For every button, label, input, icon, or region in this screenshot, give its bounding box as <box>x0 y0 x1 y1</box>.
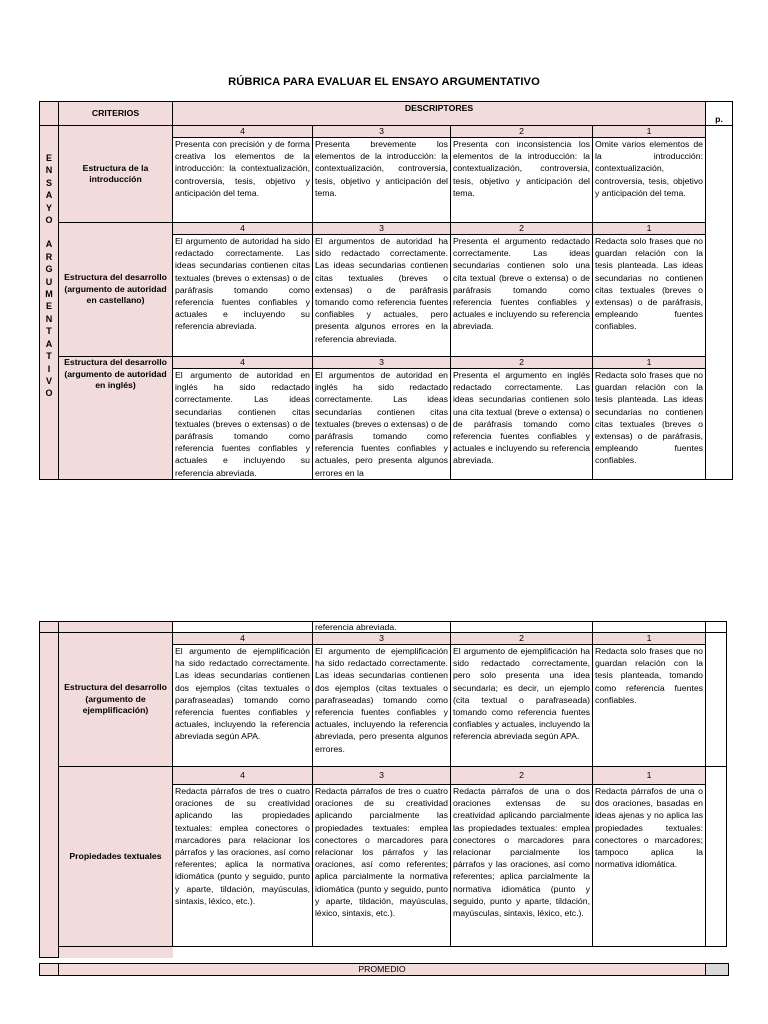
promedio-score[interactable] <box>706 964 729 976</box>
criterion-autoridad-ingles: Estructura del desarrollo (argumento de autoridad en inglés) <box>59 357 173 480</box>
descriptor-ingles-1: Redacta solo frases que no guardan relación con la tesis planteada. Las ideas secundarias no contienen citas textuales (breves o extensas) o de paráfrasis, empleando fuentes confiables. <box>593 369 706 480</box>
level-3-label: 3 <box>313 767 451 785</box>
descriptor-ejemplificacion-4: El argumento de ejemplificación ha sido redactado correctamente. Las ideas secundarias contienen dos ejemplos (citas textuales o parafraseadas) tomando como referencia fuentes confiables y actuales, incluyendo la referencia abreviada según APA. <box>173 645 313 767</box>
criterion-ejemplificacion: Estructura del desarrollo (argumento de ejemplificación) <box>59 633 173 767</box>
descriptor-intro-4: Presenta con precisión y de forma creativa los elementos de la introducción: la contextualización, controversia, tesis, objetivo y anticipación del tema. <box>173 138 313 223</box>
level-4-label: 4 <box>173 223 313 235</box>
continuation-criterion <box>59 622 173 633</box>
level-1-label: 1 <box>593 357 706 369</box>
continuation-empty <box>593 622 706 633</box>
descriptor-intro-2: Presenta con inconsistencia los elementos de la introducción: la contextualización, controversia, tesis, objetivo y anticipación del tema. <box>451 138 593 223</box>
descriptor-intro-1: Omite varios elementos de la introducción: contextualización, controversia, tesis, objetivo y anticipación del tema. <box>593 138 706 223</box>
promedio-side <box>40 964 59 976</box>
descriptor-ejemplificacion-1: Redacta solo frases que no guardan relación con la tesis planteada, tomando como referencia fuentes confiables. <box>593 645 706 767</box>
descriptor-propiedades-2: Redacta párrafos de una o dos oraciones extensas de su creatividad aplicando parcialmente las propiedades textuales: emplea conectores o marcadores para relacionar parcialmente los párrafos y las oraciones, así como referentes; aplica parcialmente la normativa idiomática (punto y seguido, punto y aparte, tildación, mayúsculas, sintaxis, léxico, etc.). <box>451 785 593 947</box>
continuation-side <box>40 622 59 633</box>
criterion-introduccion: Estructura de la introducción <box>59 126 173 223</box>
descriptor-ejemplificacion-3: El argumento de ejemplificación ha sido redactado correctamente. Las ideas secundarias contienen dos ejemplos (citas textuales o parafraseadas) tomando como referencia fuentes confiables y actuales, incluyendo la referencia abreviada, pero presenta algunos errores. <box>313 645 451 767</box>
header-puntaje: p. <box>706 102 733 126</box>
header-descriptores: DESCRIPTORES <box>173 102 706 126</box>
rubric-title: RÚBRICA PARA EVALUAR EL ENSAYO ARGUMENTATIVO <box>228 76 540 88</box>
score-cell[interactable] <box>706 633 727 767</box>
descriptor-ingles-3: El argumentos de autoridad en inglés ha sido redactado correctamente. Las ideas secundarias contienen citas textuales (breves o extensas) o de paráfrasis tomando como referencia fuentes confiables y actuales, pero presenta algunos errores en la <box>313 369 451 480</box>
side-label-continued <box>40 633 59 958</box>
descriptor-castellano-4: El argumento de autoridad ha sido redactado correctamente. Las ideas secundarias contienen citas textuales (breves o extensas) o de paráfrasis tomando como referencia fuentes confiables y actuales e incluyendo su referencia abreviada. <box>173 235 313 357</box>
descriptor-ingles-2: Presenta el argumento en inglés redactado correctamente. Las ideas secundarias contienen solo una cita textual (breve o extensa) o de paráfrasis tomando como referencia fuentes confiables y actuales e incluyendo su referencia abreviada. <box>451 369 593 480</box>
rubric-table-page-2 <box>39 621 749 958</box>
level-3-label: 3 <box>313 357 451 369</box>
rubric-table-page-1 <box>39 101 733 480</box>
level-1-label: 1 <box>593 767 706 785</box>
level-2-label: 2 <box>451 223 593 235</box>
criterion-propiedades-textuales: Propiedades textuales <box>59 767 173 947</box>
descriptor-propiedades-3: Redacta párrafos de tres o cuatro oraciones de su creatividad aplicando parcialmente las propiedades textuales: emplea conectores o marcadores para relacionar los párrafos y las oraciones, así como referentes; aplica parcialmente la normativa idiomática (punto y seguido, punto y aparte, tildación, mayúsculas, léxico, sintaxis, etc.). <box>313 785 451 947</box>
continuation-text: referencia abreviada. <box>313 622 451 633</box>
level-2-label: 2 <box>451 633 593 645</box>
header-corner <box>40 102 59 126</box>
descriptor-castellano-3: El argumentos de autoridad ha sido redactado correctamente. Las ideas secundarias contienen citas textuales (breves o extensas) o de paráfrasis tomando como referencia fuentes confiables y actuales, pero presenta algunos errores en la referencia abreviada. <box>313 235 451 357</box>
score-cell[interactable] <box>706 126 733 480</box>
level-1-label: 1 <box>593 223 706 235</box>
level-4-label: 4 <box>173 126 313 138</box>
descriptor-intro-3: Presenta brevemente los elementos de la introducción: la contextualización, controversia, tesis, objetivo y anticipación del tema. <box>313 138 451 223</box>
level-1-label: 1 <box>593 633 706 645</box>
level-1-label: 1 <box>593 126 706 138</box>
criterion-autoridad-castellano: Estructura del desarrollo (argumento de autoridad en castellano) <box>59 223 173 357</box>
continuation-empty <box>173 622 313 633</box>
level-2-label: 2 <box>451 767 593 785</box>
promedio-row <box>39 963 729 976</box>
descriptor-propiedades-4: Redacta párrafos de tres o cuatro oraciones de su creatividad aplicando las propiedades textuales: emplea conectores o marcadores para relacionar los párrafos y las oraciones, así como referentes; aplica la normativa idiomática (punto y seguido, punto y aparte, tildación, mayúsculas, sintaxis, léxico, etc.). <box>173 785 313 947</box>
continuation-score <box>706 622 727 633</box>
level-3-label: 3 <box>313 223 451 235</box>
level-3-label: 3 <box>313 633 451 645</box>
level-4-label: 4 <box>173 357 313 369</box>
header-criterios: CRITERIOS <box>59 102 173 126</box>
promedio-label: PROMEDIO <box>59 964 706 976</box>
level-4-label: 4 <box>173 767 313 785</box>
descriptor-ingles-4: El argumento de autoridad en inglés ha sido redactado correctamente. Las ideas secundarias contienen citas textuales (breves o extensas) o de paráfrasis tomando como referencia fuentes confiables y actuales e incluyendo su referencia abreviada. <box>173 369 313 480</box>
level-2-label: 2 <box>451 357 593 369</box>
level-2-label: 2 <box>451 126 593 138</box>
side-label-ensayo-argumentativo: E N S A Y O A R G U M E N T A T I V O <box>40 126 59 480</box>
descriptor-castellano-1: Redacta solo frases que no guardan relación con la tesis planteada. Las ideas secundarias no contienen citas textuales (breves o extensas) o de paráfrasis, empleando fuentes confiables. <box>593 235 706 357</box>
descriptor-propiedades-1: Redacta párrafos de una o dos oraciones, basadas en ideas ajenas y no aplica las propiedades textuales: conectores o marcadores; tampoco aplica la normativa idiomática. <box>593 785 706 947</box>
score-cell[interactable] <box>706 767 727 947</box>
descriptor-castellano-2: Presenta el argumento redactado correctamente. Las ideas secundarias contienen solo una cita textual (breve o extensa) o de paráfrasis tomando como referencia fuentes confiables y actuales e incluyendo su referencia abreviada. <box>451 235 593 357</box>
descriptor-ejemplificacion-2: El argumento de ejemplificación ha sido redactado correctamente, pero solo presenta una idea secundaria; es decir, un ejemplo (cita textual o parafraseada) tomando como referencia fuentes confiables y actuales, incluyendo la referencia abreviada según APA. <box>451 645 593 767</box>
level-4-label: 4 <box>173 633 313 645</box>
level-3-label: 3 <box>313 126 451 138</box>
continuation-empty <box>451 622 593 633</box>
